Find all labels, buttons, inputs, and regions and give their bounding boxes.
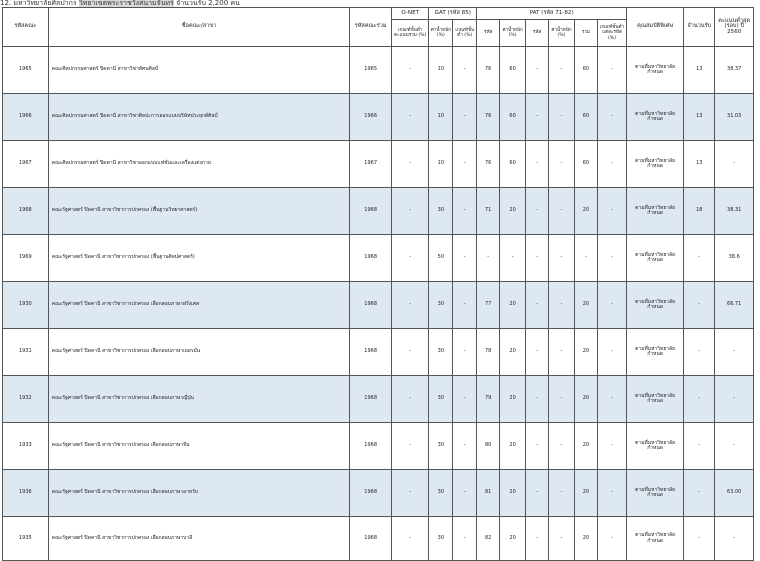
cell-quota: -: [684, 282, 715, 329]
cell-gat-min: -: [453, 47, 477, 94]
cell-pat-code1: 76: [477, 94, 500, 141]
cell-gat-min: -: [453, 235, 477, 282]
cell-pat-weight1: 20: [500, 376, 526, 423]
cell-pat-code2: -: [526, 94, 549, 141]
subheader-pat-code1: รหัส: [477, 20, 500, 47]
cell-pat-code2: -: [526, 376, 549, 423]
cell-pat-weight1: 20: [500, 282, 526, 329]
cell-gat-min: -: [453, 141, 477, 188]
cell-pat-total: 20: [574, 517, 597, 561]
cell-pat-code1: 82: [477, 517, 500, 561]
header-code: รหัสคณะ: [3, 8, 49, 47]
cell-pat-weight1: 20: [500, 470, 526, 517]
cell-gat-weight: 50: [429, 235, 453, 282]
table-row: [3, 47, 754, 94]
cell-pat-weight1: 20: [500, 188, 526, 235]
cell-special: ตามที่มหาวิทยาลัยกำหนด: [627, 94, 684, 141]
cell-special: ตามที่มหาวิทยาลัยกำหนด: [627, 188, 684, 235]
cell-code: 1932: [3, 376, 49, 423]
cell-pat-code2: -: [526, 47, 549, 94]
cell-pat-code1: 77: [477, 282, 500, 329]
cell-join-code: 1968: [350, 423, 392, 470]
cell-pat-weight2: -: [548, 376, 574, 423]
cell-pat-total: 20: [574, 423, 597, 470]
cell-pat-min: -: [597, 423, 626, 470]
cell-min-score: -: [715, 517, 754, 561]
cell-code: 1965: [3, 47, 49, 94]
table-row: [3, 235, 754, 282]
cell-code: 1935: [3, 517, 49, 561]
cell-gat-min: -: [453, 329, 477, 376]
cell-pat-total: 20: [574, 470, 597, 517]
cell-gat-weight: 30: [429, 376, 453, 423]
cell-quota: 13: [684, 141, 715, 188]
cell-pat-weight1: 20: [500, 423, 526, 470]
cell-pat-min: -: [597, 188, 626, 235]
cell-special: ตามที่มหาวิทยาลัยกำหนด: [627, 470, 684, 517]
cell-onet: -: [391, 47, 428, 94]
cell-min-score: 38.6: [715, 235, 754, 282]
cell-onet: -: [391, 376, 428, 423]
subheader-pat-total: รวม: [574, 20, 597, 47]
cell-name: คณะรัฐศาสตร์ ปิดคานี สาขาวิชาการปกครอง เลือกสอบภาษาอาหรับ: [48, 470, 350, 517]
cell-pat-min: -: [597, 141, 626, 188]
cell-pat-code2: -: [526, 141, 549, 188]
cell-gat-min: -: [453, 188, 477, 235]
cell-pat-total: 20: [574, 282, 597, 329]
cell-pat-min: -: [597, 470, 626, 517]
cell-join-code: 1966: [350, 94, 392, 141]
cell-pat-min: -: [597, 517, 626, 561]
table-row: [3, 376, 754, 423]
cell-join-code: 1968: [350, 517, 392, 561]
cell-pat-weight2: -: [548, 141, 574, 188]
cell-join-code: 1968: [350, 470, 392, 517]
table-row: [3, 188, 754, 235]
cell-pat-total: 20: [574, 376, 597, 423]
caption-suffix: จำนวนรับ 2,200 คน: [173, 0, 240, 7]
cell-min-score: 38.37: [715, 47, 754, 94]
cell-pat-total: 60: [574, 94, 597, 141]
cell-min-score: -: [715, 329, 754, 376]
header-min-score: คะแนนต่ำสุด (รอบ) ปี 2560: [715, 8, 754, 47]
cell-pat-code1: 81: [477, 470, 500, 517]
cell-pat-weight1: 20: [500, 517, 526, 561]
cell-gat-weight: 30: [429, 329, 453, 376]
cell-quota: 13: [684, 47, 715, 94]
cell-pat-weight2: -: [548, 517, 574, 561]
cell-join-code: 1965: [350, 47, 392, 94]
cell-min-score: 31.03: [715, 94, 754, 141]
cell-name: คณะรัฐศาสตร์ ปิดคานี สาขาวิชาการปกครอง เลือกสอบภาษาฝรั่งเศส: [48, 282, 350, 329]
table-row: [3, 141, 754, 188]
cell-onet: -: [391, 517, 428, 561]
cell-pat-weight2: -: [548, 47, 574, 94]
cell-pat-weight2: -: [548, 329, 574, 376]
cell-min-score: 66.71: [715, 282, 754, 329]
cell-code: 1936: [3, 470, 49, 517]
header-join-code: รหัสคณะร่วม: [350, 8, 392, 47]
cell-name: คณะรัฐศาสตร์ ปิดคานี สาขาวิชาการปกครอง เลือกสอบภาษาเยอรมัน: [48, 329, 350, 376]
cell-pat-code2: -: [526, 282, 549, 329]
cell-onet: -: [391, 329, 428, 376]
cell-pat-weight1: 60: [500, 141, 526, 188]
cell-code: 1968: [3, 188, 49, 235]
cell-code: 1931: [3, 329, 49, 376]
cell-quota: -: [684, 376, 715, 423]
header-special: คุณสมบัติพิเศษ: [627, 8, 684, 47]
header-pat: PAT (รหัส 71-82): [477, 8, 627, 20]
cell-gat-weight: 30: [429, 188, 453, 235]
subheader-pat-min: เกณฑ์ขั้นต่ำแต่ละรหัส (%): [597, 20, 626, 47]
cell-pat-total: -: [574, 235, 597, 282]
cell-name: คณะรัฐศาสตร์ ปิดคานี สาขาวิชาการปกครอง เลือกสอบภาษาบาลี: [48, 517, 350, 561]
cell-quota: -: [684, 329, 715, 376]
cell-onet: -: [391, 235, 428, 282]
cell-name: คณะรัฐศาสตร์ ปิดคานี สาขาวิชาการปกครอง (พื้นฐานวิทยาศาสตร์): [48, 188, 350, 235]
cell-gat-weight: 10: [429, 94, 453, 141]
cell-special: ตามที่มหาวิทยาลัยกำหนด: [627, 423, 684, 470]
cell-code: 1969: [3, 235, 49, 282]
cell-pat-code2: -: [526, 423, 549, 470]
cell-join-code: 1967: [350, 141, 392, 188]
cell-pat-total: 20: [574, 329, 597, 376]
cell-pat-min: -: [597, 376, 626, 423]
cell-join-code: 1968: [350, 376, 392, 423]
cell-gat-weight: 30: [429, 470, 453, 517]
cell-quota: -: [684, 470, 715, 517]
cell-pat-total: 60: [574, 47, 597, 94]
cell-min-score: 38.31: [715, 188, 754, 235]
cell-pat-weight1: 60: [500, 94, 526, 141]
cell-name: คณะศิลปกรรมศาสตร์ ปิดคานี สาขาวิชาศิลปะการออกแบบบริษัทประยุกต์ศิลป์: [48, 94, 350, 141]
cell-pat-code1: 76: [477, 141, 500, 188]
cell-pat-min: -: [597, 94, 626, 141]
cell-quota: -: [684, 517, 715, 561]
cell-name: คณะรัฐศาสตร์ ปิดคานี สาขาวิชาการปกครอง เลือกสอบภาษาจีน: [48, 423, 350, 470]
cell-pat-code2: -: [526, 235, 549, 282]
cell-gat-weight: 30: [429, 282, 453, 329]
table-row: [3, 329, 754, 376]
cell-pat-weight1: -: [500, 235, 526, 282]
table-row: [3, 282, 754, 329]
cell-pat-code1: 80: [477, 423, 500, 470]
cell-special: ตามที่มหาวิทยาลัยกำหนด: [627, 235, 684, 282]
cell-code: 1930: [3, 282, 49, 329]
admission-table: [2, 7, 754, 561]
cell-code: 1966: [3, 94, 49, 141]
cell-pat-weight1: 20: [500, 329, 526, 376]
cell-onet: -: [391, 423, 428, 470]
header-name: ชื่อคณะ/สาขา: [48, 8, 350, 47]
cell-join-code: 1968: [350, 235, 392, 282]
cell-pat-code1: 78: [477, 329, 500, 376]
cell-join-code: 1968: [350, 282, 392, 329]
cell-pat-weight2: -: [548, 282, 574, 329]
cell-name: คณะศิลปกรรมศาสตร์ ปิดคานี สาขาวิชาออกแบบแฟชั่นและเครื่องแต่งกาย: [48, 141, 350, 188]
cell-quota: -: [684, 235, 715, 282]
cell-gat-weight: 30: [429, 423, 453, 470]
cell-name: คณะรัฐศาสตร์ ปิดคานี สาขาวิชาการปกครอง เลือกสอบภาษาญี่ปุ่น: [48, 376, 350, 423]
cell-min-score: 63.00: [715, 470, 754, 517]
header-quota: จำนวนรับ: [684, 8, 715, 47]
subheader-onet-min: เกณฑ์ขั้นต่ำคะแนนรวม (%): [391, 20, 428, 47]
cell-pat-min: -: [597, 329, 626, 376]
cell-special: ตามที่มหาวิทยาลัยกำหนด: [627, 329, 684, 376]
cell-pat-code2: -: [526, 517, 549, 561]
cell-pat-code1: 71: [477, 188, 500, 235]
cell-code: 1933: [3, 423, 49, 470]
cell-pat-weight2: -: [548, 470, 574, 517]
cell-gat-min: -: [453, 376, 477, 423]
cell-pat-weight2: -: [548, 94, 574, 141]
cell-pat-weight2: -: [548, 423, 574, 470]
table-caption: [0, 0, 760, 7]
cell-quota: -: [684, 423, 715, 470]
cell-special: ตามที่มหาวิทยาลัยกำหนด: [627, 47, 684, 94]
cell-quota: 13: [684, 94, 715, 141]
cell-pat-total: 20: [574, 188, 597, 235]
subheader-gat-weight: ค่าน้ำหนัก (%): [429, 20, 453, 47]
table-row: [3, 517, 754, 561]
cell-name: คณะศิลปกรรมศาสตร์ ปิดคานี สาขาวิชาทัศนศิลป์: [48, 47, 350, 94]
cell-pat-code2: -: [526, 188, 549, 235]
table-row: [3, 470, 754, 517]
cell-pat-min: -: [597, 235, 626, 282]
cell-special: ตามที่มหาวิทยาลัยกำหนด: [627, 376, 684, 423]
cell-name: คณะรัฐศาสตร์ ปิดคานี สาขาวิชาการปกครอง (พื้นฐานศิลปศาสตร์): [48, 235, 350, 282]
table-row: [3, 423, 754, 470]
cell-join-code: 1968: [350, 188, 392, 235]
cell-gat-weight: 30: [429, 517, 453, 561]
table-row: [3, 94, 754, 141]
cell-quota: 18: [684, 188, 715, 235]
subheader-pat-weight1: ค่าน้ำหนัก (%): [500, 20, 526, 47]
cell-pat-code1: 79: [477, 376, 500, 423]
cell-gat-min: -: [453, 470, 477, 517]
cell-pat-total: 60: [574, 141, 597, 188]
cell-special: ตามที่มหาวิทยาลัยกำหนด: [627, 141, 684, 188]
cell-pat-code2: -: [526, 470, 549, 517]
header-gat: GAT (รหัส 85): [429, 8, 477, 20]
cell-pat-code2: -: [526, 329, 549, 376]
caption-prefix: 12. มหาวิทยาลัยศิลปากร: [0, 0, 79, 7]
cell-onet: -: [391, 94, 428, 141]
cell-gat-weight: 10: [429, 141, 453, 188]
cell-min-score: -: [715, 141, 754, 188]
cell-pat-code1: 76: [477, 47, 500, 94]
cell-gat-min: -: [453, 423, 477, 470]
cell-gat-min: -: [453, 517, 477, 561]
cell-onet: -: [391, 141, 428, 188]
cell-onet: -: [391, 188, 428, 235]
cell-onet: -: [391, 470, 428, 517]
cell-join-code: 1968: [350, 329, 392, 376]
cell-pat-weight1: 60: [500, 47, 526, 94]
subheader-pat-code2: รหัส: [526, 20, 549, 47]
cell-pat-min: -: [597, 282, 626, 329]
subheader-pat-weight2: ค่าน้ำหนัก (%): [548, 20, 574, 47]
cell-gat-min: -: [453, 282, 477, 329]
cell-code: 1967: [3, 141, 49, 188]
caption-highlight: วิทยาเขตพระราชวังสนามจันทร์: [78, 0, 174, 7]
cell-onet: -: [391, 282, 428, 329]
cell-pat-min: -: [597, 47, 626, 94]
subheader-gat-min: เกณฑ์ขั้นต่ำ (%): [453, 20, 477, 47]
cell-pat-weight2: -: [548, 188, 574, 235]
header-onet: O-NET: [391, 8, 428, 20]
cell-min-score: -: [715, 423, 754, 470]
cell-pat-code1: -: [477, 235, 500, 282]
cell-gat-min: -: [453, 94, 477, 141]
cell-min-score: -: [715, 376, 754, 423]
cell-pat-weight2: -: [548, 235, 574, 282]
cell-special: ตามที่มหาวิทยาลัยกำหนด: [627, 282, 684, 329]
cell-special: ตามที่มหาวิทยาลัยกำหนด: [627, 517, 684, 561]
cell-gat-weight: 10: [429, 47, 453, 94]
